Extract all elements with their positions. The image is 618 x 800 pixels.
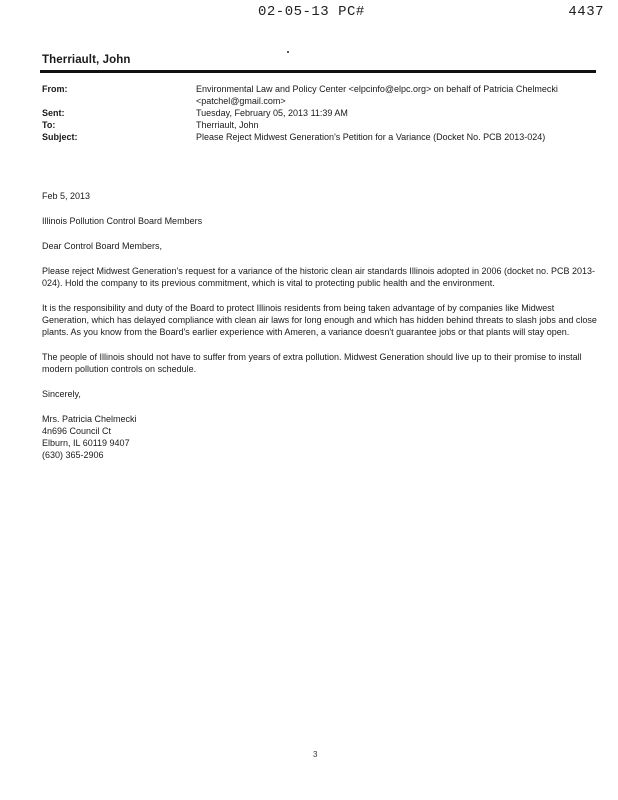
meta-sent-row — [42, 107, 598, 119]
fax-header — [0, 4, 618, 24]
meta-subject-value: Please Reject Midwest Generation's Petition for a Variance (Docket No. PCB 2013-024) — [196, 132, 546, 142]
letter-paragraph-2: It is the responsibility and duty of the Board to protect Illinois residents from being taken advantage of by companies like Midwest Generation, which has delayed compliance with clean air laws for long enough and which has hidden behind threats to slash jobs and close plants. As you know from the Board's earlier experience with Ameren, a variance doesn't guarantee jobs or that plants will stay open. — [42, 303, 597, 337]
signature-city: Elburn, IL 60119 9407 — [42, 438, 130, 448]
fax-document-number: 4437 — [568, 4, 604, 20]
meta-subject-row — [42, 131, 598, 143]
header-divider — [40, 70, 596, 73]
letter-paragraph-3: The people of Illinois should not have to suffer from years of extra pollution. Midwest Generation should live up to their promise to install modern pollution controls on schedule. — [42, 352, 582, 374]
signature-street: 4n696 Council Ct — [42, 426, 112, 436]
page-number: 3 — [313, 750, 318, 759]
scan-speck — [287, 51, 289, 53]
email-meta — [42, 83, 598, 143]
signature-phone: (630) 365-2906 — [42, 450, 104, 460]
meta-to-value: Therriault, John — [196, 120, 259, 130]
meta-sent-value: Tuesday, February 05, 2013 11:39 AM — [196, 108, 348, 118]
meta-to-row — [42, 119, 598, 131]
letter-paragraph-1: Please reject Midwest Generation's request for a variance of the historic clean air standards Illinois adopted in 2006 (docket no. PCB 2013-024). Hold the company to its previous commitment, which is vital to protecting public health and the environment. — [42, 266, 596, 288]
sender-name: Therriault, John — [42, 54, 131, 66]
letter-salutation: Dear Control Board Members, — [42, 241, 163, 251]
letter-date: Feb 5, 2013 — [42, 191, 91, 201]
meta-from-row — [42, 83, 598, 107]
letter-closing: Sincerely, — [42, 389, 81, 399]
meta-from-label: From: — [42, 84, 68, 94]
signature-name: Mrs. Patricia Chelmecki — [42, 414, 137, 424]
letter-addressee: Illinois Pollution Control Board Members — [42, 216, 203, 226]
meta-to-label: To: — [42, 120, 56, 130]
signature-block — [42, 413, 602, 461]
letter-body — [42, 190, 602, 461]
fax-date-stamp: 02-05-13 PC# — [258, 4, 365, 20]
meta-sent-label: Sent: — [42, 108, 65, 118]
meta-subject-label: Subject: — [42, 132, 78, 142]
meta-from-value: Environmental Law and Policy Center <elpcinfo@elpc.org> on behalf of Patricia Chelmecki <patchel@gmail.com> — [196, 84, 558, 106]
